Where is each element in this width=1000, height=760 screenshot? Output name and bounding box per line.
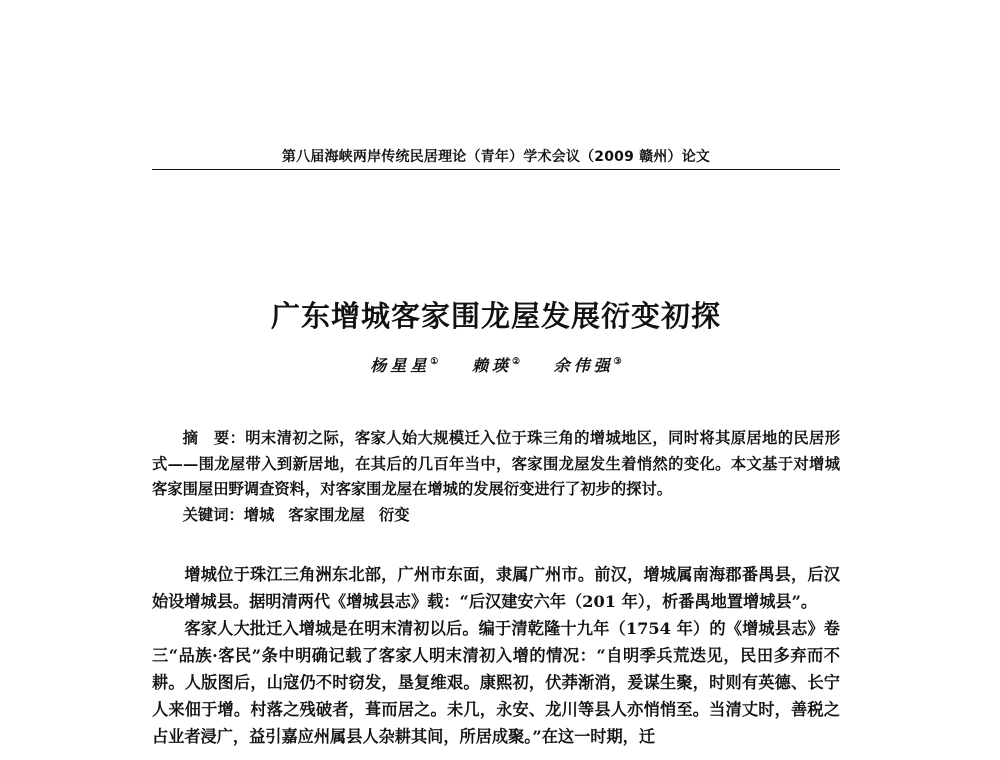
author-3-mark: ③ [613,357,622,367]
author-2 [472,353,520,376]
author-1 [370,353,438,376]
keyword-3: 衍变 [378,505,410,524]
body-paragraph-1: 增城位于珠江三角洲东北部，广州市东面，隶属广州市。前汉，增城属南海郡番禺县，后汉始设增城县。据明清两代《增城县志》载：“后汉建安六年（201 年），析番禺地置增城县”。 [152,565,840,611]
author-1-name: 杨星星 [370,356,431,375]
abstract-text: 明末清初之际，客家人始大规模迁入位于珠三角的增城地区，同时将其原居地的民居形式——围龙屋带入到新居地，在其后的几百年当中，客家围龙屋发生着悄然的变化。本文基于对增城客家围屋田野调查资料，对客家围龙屋在增城的发展衍变进行了初步的探讨。 [152,429,840,498]
author-1-mark: ① [430,357,439,367]
keywords-line [152,503,840,529]
header-divider [152,169,840,170]
author-list [152,353,840,376]
body-paragraph-2: 客家人大批迁入增城是在明末清初以后。编于清乾隆十九年（1754 年）的《增城县志》卷三“品族·客民”条中明确记载了客家人明末清初入增的情况：“自明季兵荒迭见，民田多弃而不耕。人版图后，山寇仍不时窃发，垦复维艰。康熙初，伏莽渐消，爰谋生聚，时则有英德、长宁人来佃于增。村落之残破者，葺而居之。未几，永安、龙川等县人亦悄悄至。当清丈时，善税之占业者浸广，益引嘉应州属县人杂耕其间，所居成聚。”在这一时期，迁 [152,619,840,746]
abstract-paragraph [152,426,840,503]
keywords-label: 关键词： [182,505,244,524]
abstract-label: 摘 要： [182,429,246,447]
body-text [152,561,840,750]
abstract-section [152,426,840,528]
author-3-name: 余伟强 [553,356,614,375]
author-2-mark: ② [511,357,521,367]
keyword-1: 增城 [243,505,275,524]
running-header: 第八届海峡两岸传统民居理论（青年）学术会议（2009 赣州）论文 [281,149,711,165]
paper-title: 广东增城客家围龙屋发展衍变初探 [270,299,721,334]
author-2-name: 赖瑛 [471,356,512,375]
author-3 [554,353,622,376]
keyword-2: 客家围龙屋 [288,505,365,524]
